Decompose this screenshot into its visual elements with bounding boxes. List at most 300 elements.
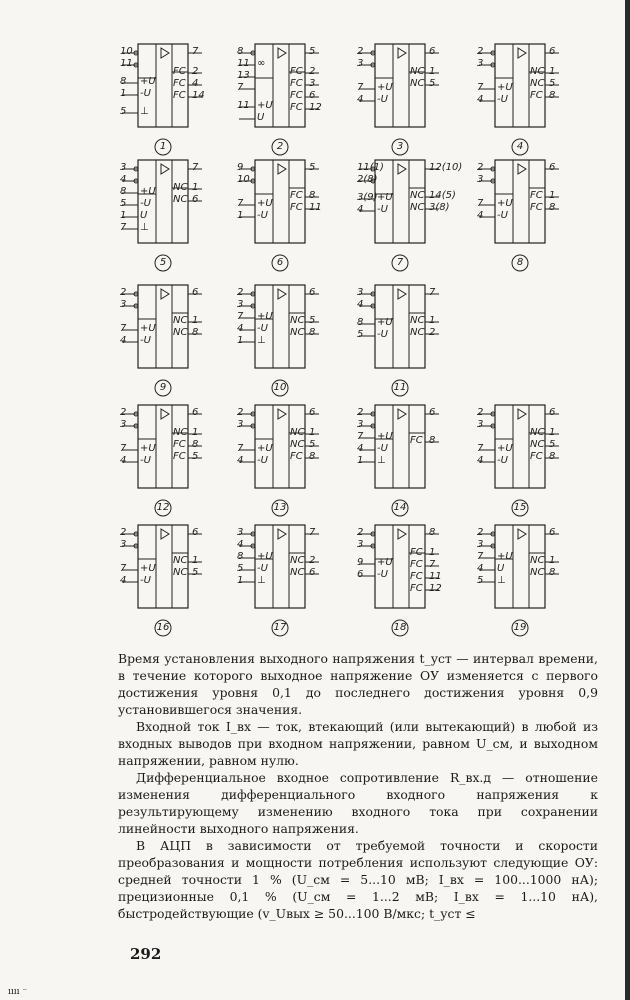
pin-number: 7 (192, 162, 199, 173)
pin-function: FC (290, 451, 303, 462)
pin-function: +U (140, 443, 156, 454)
pin-function: -U (140, 88, 151, 99)
pin-number: 6 (549, 407, 556, 418)
pin-function: +U (377, 82, 393, 93)
pin-function: -U (497, 455, 508, 466)
pin-number: 4 (357, 94, 364, 105)
pin-number: 4 (357, 299, 364, 310)
pin-number: 1 (120, 88, 127, 99)
pin-number: 3 (357, 287, 364, 298)
pin-number: 7 (120, 443, 127, 454)
pin-function: NC (290, 439, 305, 450)
pin-number: 5 (309, 46, 316, 57)
pin-number: 6 (357, 569, 364, 580)
pin-number: 8 (429, 435, 436, 446)
pin-number: 5 (309, 315, 316, 326)
pin-function: +U (377, 192, 393, 203)
pin-function: NC (530, 555, 545, 566)
pin-number: 1 (549, 555, 556, 566)
opamp-outline (355, 44, 455, 174)
pin-number: 11 (429, 571, 442, 582)
pin-number: 3 (477, 58, 484, 69)
pin-number: 4 (120, 174, 127, 185)
pin-number: 3 (120, 419, 127, 430)
pin-number: 6 (429, 407, 436, 418)
pin-number: 8 (549, 202, 556, 213)
pin-number: 6 (549, 46, 556, 57)
footer-mark: ıııı ⁻ (8, 987, 28, 997)
pin-number: 6 (192, 287, 199, 298)
symbol-number: 1 (159, 141, 167, 152)
opamp-symbol-2 (235, 44, 335, 174)
pin-function: +U (140, 563, 156, 574)
pin-number: 1 (237, 335, 244, 346)
symbol-number: 18 (393, 622, 407, 633)
pin-number: 4 (477, 94, 484, 105)
opamp-symbol-6 (235, 160, 335, 290)
pin-number: 5 (237, 563, 244, 574)
pin-function: -U (257, 210, 268, 221)
pin-number: 4 (237, 323, 244, 334)
symbol-number: 19 (513, 622, 527, 633)
pin-number: 3 (477, 539, 484, 550)
pin-number: 3(8) (429, 202, 450, 213)
pin-function: +U (257, 198, 273, 209)
pin-function: NC (410, 315, 425, 326)
pin-function: FC (530, 190, 543, 201)
pin-number: 2 (192, 66, 199, 77)
pin-number: 2 (357, 407, 364, 418)
pin-number: 6 (309, 90, 316, 101)
opamp-symbol-11 (355, 285, 455, 415)
opamp-outline (475, 44, 575, 174)
pin-number: 2 (477, 527, 484, 538)
pin-number: 2 (309, 555, 316, 566)
pin-number: 10 (120, 46, 133, 57)
opamp-symbol-4 (475, 44, 575, 174)
pin-number: 7 (120, 323, 127, 334)
pin-number: 7 (237, 82, 244, 93)
pin-number: 4 (120, 575, 127, 586)
opamp-outline (355, 405, 455, 535)
pin-function: -U (140, 455, 151, 466)
pin-number: 4 (357, 443, 364, 454)
pin-function: FC (173, 78, 186, 89)
pin-number: 14(5) (429, 190, 456, 201)
pin-number: 3 (237, 419, 244, 430)
symbol-number: 8 (516, 257, 524, 268)
opamp-outline (118, 525, 218, 655)
pin-function: NC (530, 439, 545, 450)
pin-function: FC (290, 190, 303, 201)
pin-function: +U (497, 443, 513, 454)
pin-function: NC (173, 427, 188, 438)
pin-function: -U (257, 455, 268, 466)
pin-number: 7 (237, 198, 244, 209)
pin-number: 8 (357, 317, 364, 328)
pin-number: 2 (309, 66, 316, 77)
pin-function: ⊥ (257, 335, 266, 346)
opamp-symbol-5 (118, 160, 218, 290)
pin-function: +U (377, 431, 393, 442)
pin-number: 1 (429, 315, 436, 326)
opamp-symbol-17 (235, 525, 335, 655)
pin-function: +U (257, 551, 273, 562)
pin-function: FC (410, 571, 423, 582)
opamp-outline (118, 405, 218, 535)
opamp-outline (235, 285, 335, 415)
pin-function: NC (173, 315, 188, 326)
pin-number: 3 (237, 527, 244, 538)
pin-number: 1 (357, 455, 364, 466)
pin-number: 8 (237, 46, 244, 57)
pin-function: +U (257, 100, 273, 111)
pin-function: NC (173, 194, 188, 205)
opamp-symbol-1 (118, 44, 218, 174)
pin-function: FC (290, 66, 303, 77)
symbol-number: 7 (396, 257, 404, 268)
pin-number: 11(1) (357, 162, 384, 173)
pin-number: 4 (237, 455, 244, 466)
pin-number: 2 (357, 527, 364, 538)
symbol-number: 15 (513, 502, 527, 513)
symbol-number: 13 (273, 502, 287, 513)
pin-number: 2(8) (357, 174, 378, 185)
pin-function: ⊥ (257, 575, 266, 586)
pin-function: FC (410, 559, 423, 570)
pin-number: 8 (429, 527, 436, 538)
opamp-outline (475, 525, 575, 655)
symbol-number: 6 (276, 257, 284, 268)
pin-number: 3 (120, 539, 127, 550)
pin-function: -U (377, 204, 388, 215)
pin-number: 8 (120, 76, 127, 87)
pin-number: 8 (309, 190, 316, 201)
pin-function: -U (140, 335, 151, 346)
page-number: 292 (130, 945, 162, 963)
opamp-symbol-9 (118, 285, 218, 415)
pin-number: 6 (429, 46, 436, 57)
pin-function: +U (140, 323, 156, 334)
pin-function: -U (377, 329, 388, 340)
pin-number: 7 (429, 559, 436, 570)
pin-function: -U (140, 575, 151, 586)
pin-number: 8 (549, 90, 556, 101)
pin-number: 8 (237, 551, 244, 562)
pin-number: 1 (549, 190, 556, 201)
pin-number: 5 (309, 162, 316, 173)
pin-number: 5 (357, 329, 364, 340)
pin-function: NC (290, 567, 305, 578)
pin-number: 1 (237, 575, 244, 586)
pin-function: NC (530, 427, 545, 438)
opamp-symbol-10 (235, 285, 335, 415)
pin-number: 2 (120, 527, 127, 538)
pin-function: ⊥ (377, 455, 386, 466)
pin-number: 7 (357, 82, 364, 93)
pin-number: 14 (192, 90, 205, 101)
pin-number: 11 (120, 58, 133, 69)
pin-function: FC (173, 90, 186, 101)
opamp-symbol-8 (475, 160, 575, 290)
pin-number: 7 (477, 198, 484, 209)
paragraph-input-current: Входной ток I_вх — ток, втекающий (или вытекающий) в любой из входных выводов при входном напряжении, равном U_см, и выходном напряжении, равном нулю. (118, 719, 598, 768)
symbol-number: 14 (393, 502, 407, 513)
pin-number: 4 (357, 204, 364, 215)
page-edge (625, 0, 630, 1000)
pin-function: FC (290, 202, 303, 213)
pin-function: U (140, 210, 148, 221)
pin-number: 7 (477, 82, 484, 93)
pin-number: 1 (192, 315, 199, 326)
pin-function: +U (257, 443, 273, 454)
pin-number: 1 (192, 427, 199, 438)
pin-number: 7 (309, 527, 316, 538)
pin-number: 3 (237, 299, 244, 310)
pin-function: ⊥ (140, 106, 149, 117)
pin-function: -U (497, 94, 508, 105)
pin-number: 3(9) (357, 192, 378, 203)
pin-number: 3 (477, 419, 484, 430)
symbol-number: 5 (159, 257, 167, 268)
pin-number: 3 (357, 539, 364, 550)
opamp-outline (355, 285, 455, 415)
pin-function: NC (530, 78, 545, 89)
pin-number: 5 (192, 451, 199, 462)
pin-function: -U (257, 563, 268, 574)
pin-function: +U (377, 317, 393, 328)
pin-function: -U (140, 198, 151, 209)
pin-number: 6 (549, 162, 556, 173)
pin-function: -U (497, 210, 508, 221)
opamp-symbol-19 (475, 525, 575, 655)
pin-number: 1 (192, 555, 199, 566)
pin-number: 1 (549, 427, 556, 438)
pin-number: 6 (192, 194, 199, 205)
pin-number: 2 (237, 287, 244, 298)
pin-number: 5 (120, 106, 127, 117)
pin-number: 2 (429, 327, 436, 338)
symbol-number: 4 (516, 141, 524, 152)
pin-number: 6 (549, 527, 556, 538)
opamp-symbol-7 (355, 160, 463, 290)
pin-number: 2 (237, 407, 244, 418)
pin-number: 1 (429, 66, 436, 77)
opamp-symbol-15 (475, 405, 575, 535)
pin-function: U (257, 112, 265, 123)
pin-number: 12 (309, 102, 322, 113)
pin-function: FC (410, 547, 423, 558)
paragraph-settling-time: Время установления выходного напряжения t_уст — интервал времени, в течение которого выходное напряжение ОУ изменяется с первого достижения уровня 0,1 до последнего достижения уровня 0,9 установившегося значения. (118, 651, 598, 717)
pin-number: 8 (192, 439, 199, 450)
pin-function: ⊥ (140, 222, 149, 233)
opamp-outline (475, 405, 575, 535)
pin-function: FC (173, 451, 186, 462)
symbol-number: 2 (276, 141, 284, 152)
pin-number: 2 (477, 162, 484, 173)
opamp-outline (118, 44, 218, 174)
pin-function: FC (290, 102, 303, 113)
pin-function: -U (377, 569, 388, 580)
pin-number: 7 (120, 563, 127, 574)
opamp-symbol-12 (118, 405, 218, 535)
pin-number: 12(10) (429, 162, 463, 173)
pin-number: 7 (192, 46, 199, 57)
pin-function: U (497, 563, 505, 574)
pin-number: 6 (309, 407, 316, 418)
pin-number: 12 (429, 583, 442, 594)
pin-function: +U (497, 198, 513, 209)
pin-number: 3 (357, 419, 364, 430)
pin-number: 1 (237, 210, 244, 221)
opamp-outline (118, 285, 218, 415)
symbol-number: 11 (393, 382, 407, 393)
pin-function: +U (497, 551, 513, 562)
opamp-symbol-3 (355, 44, 455, 174)
pin-function: +U (377, 557, 393, 568)
pin-number: 8 (549, 451, 556, 462)
pin-number: 7 (429, 287, 436, 298)
pin-number: 3 (309, 78, 316, 89)
pin-number: 7 (477, 551, 484, 562)
pin-function: FC (530, 202, 543, 213)
pin-number: 8 (549, 567, 556, 578)
pin-number: 4 (120, 455, 127, 466)
pin-number: 4 (192, 78, 199, 89)
pin-number: 1 (429, 547, 436, 558)
pin-function: NC (410, 78, 425, 89)
pin-number: 11 (237, 100, 250, 111)
pin-function: FC (530, 451, 543, 462)
pin-number: 11 (237, 58, 250, 69)
pin-number: 2 (477, 46, 484, 57)
pin-number: 4 (477, 563, 484, 574)
pin-number: 6 (309, 287, 316, 298)
pin-function: FC (290, 78, 303, 89)
opamp-symbol-18 (355, 525, 455, 655)
symbol-number: 16 (156, 622, 170, 633)
pin-number: 2 (357, 46, 364, 57)
pin-number: 5 (477, 575, 484, 586)
pin-function: NC (410, 327, 425, 338)
pin-number: 5 (429, 78, 436, 89)
pin-number: 3 (357, 58, 364, 69)
pin-number: 4 (477, 210, 484, 221)
pin-function: NC (173, 567, 188, 578)
opamp-outline (118, 160, 218, 290)
symbol-number: 12 (156, 502, 170, 513)
symbol-number: 10 (273, 382, 287, 393)
pin-number: 1 (120, 210, 127, 221)
pin-function: ⊥ (497, 575, 506, 586)
pin-number: 7 (120, 222, 127, 233)
paragraph-adc-opamps: В АЦП в зависимости от требуемой точности и скорости преобразования и мощности потребления используют следующие ОУ: средней точности 1 % (U_см = 5...10 мВ; I_вх = 100...1000 нА); прецизионные 0,1 % (U_см = 1...2 мВ; I_вх = 1...10 нА), быстродействующие (v_Uвых ≥ 50...100 В/мкс; t_уст ≤ (118, 838, 598, 921)
pin-function: NC (410, 202, 425, 213)
paragraph-input-resistance: Дифференциальное входное сопротивление R_вх.д — отношение изменения дифференциального входного напряжения к результирующему изменению входного тока при сохранении линейности выходного напряжения. (118, 770, 598, 836)
pin-function: NC (173, 182, 188, 193)
pin-number: 5 (549, 78, 556, 89)
pin-number: 9 (237, 162, 244, 173)
pin-function: FC (410, 435, 423, 446)
pin-number: 8 (309, 451, 316, 462)
pin-number: 4 (237, 539, 244, 550)
pin-function: FC (290, 90, 303, 101)
pin-number: 5 (120, 198, 127, 209)
pin-function: +U (257, 311, 273, 322)
opamp-symbol-16 (118, 525, 218, 655)
opamp-outline (475, 160, 575, 290)
pin-number: 9 (357, 557, 364, 568)
pin-number: 5 (549, 439, 556, 450)
pin-function: +U (497, 82, 513, 93)
pin-function: -U (257, 323, 268, 334)
body-text (118, 650, 598, 922)
pin-number: 6 (192, 407, 199, 418)
pin-function: NC (290, 315, 305, 326)
opamp-outline (235, 405, 335, 535)
pin-function: NC (530, 567, 545, 578)
opamp-symbol-13 (235, 405, 335, 535)
pin-number: 13 (237, 70, 250, 81)
pin-function: NC (530, 66, 545, 77)
pin-function: ∞ (257, 58, 266, 69)
opamp-symbol-14 (355, 405, 455, 535)
pin-number: 2 (120, 287, 127, 298)
pin-number: 3 (120, 162, 127, 173)
pin-function: +U (140, 186, 156, 197)
pin-function: NC (173, 555, 188, 566)
pin-number: 8 (120, 186, 127, 197)
pin-function: FC (530, 90, 543, 101)
pin-number: 4 (477, 455, 484, 466)
pin-number: 5 (309, 439, 316, 450)
pin-number: 10 (237, 174, 250, 185)
pin-number: 7 (237, 311, 244, 322)
pin-number: 11 (309, 202, 322, 213)
pin-number: 1 (549, 66, 556, 77)
pin-number: 4 (120, 335, 127, 346)
pin-number: 7 (237, 443, 244, 454)
pin-number: 5 (192, 567, 199, 578)
pin-number: 6 (309, 567, 316, 578)
pin-function: FC (173, 439, 186, 450)
symbol-number: 17 (273, 622, 287, 633)
pin-number: 8 (309, 327, 316, 338)
opamp-outline (235, 160, 335, 290)
opamp-outline (235, 525, 335, 655)
pin-number: 1 (192, 182, 199, 193)
pin-function: +U (140, 76, 156, 87)
symbol-number: 9 (159, 382, 167, 393)
pin-function: NC (410, 66, 425, 77)
pin-number: 2 (120, 407, 127, 418)
pin-number: 7 (477, 443, 484, 454)
pin-function: NC (290, 327, 305, 338)
pin-number: 2 (477, 407, 484, 418)
pin-number: 6 (192, 527, 199, 538)
pin-function: FC (410, 583, 423, 594)
pin-function: FC (173, 66, 186, 77)
pin-number: 3 (477, 174, 484, 185)
pin-function: NC (290, 427, 305, 438)
pin-function: -U (377, 94, 388, 105)
pin-number: 3 (120, 299, 127, 310)
pin-function: -U (377, 443, 388, 454)
pin-number: 7 (357, 431, 364, 442)
pin-function: NC (410, 190, 425, 201)
pin-function: NC (290, 555, 305, 566)
symbol-number: 3 (396, 141, 404, 152)
